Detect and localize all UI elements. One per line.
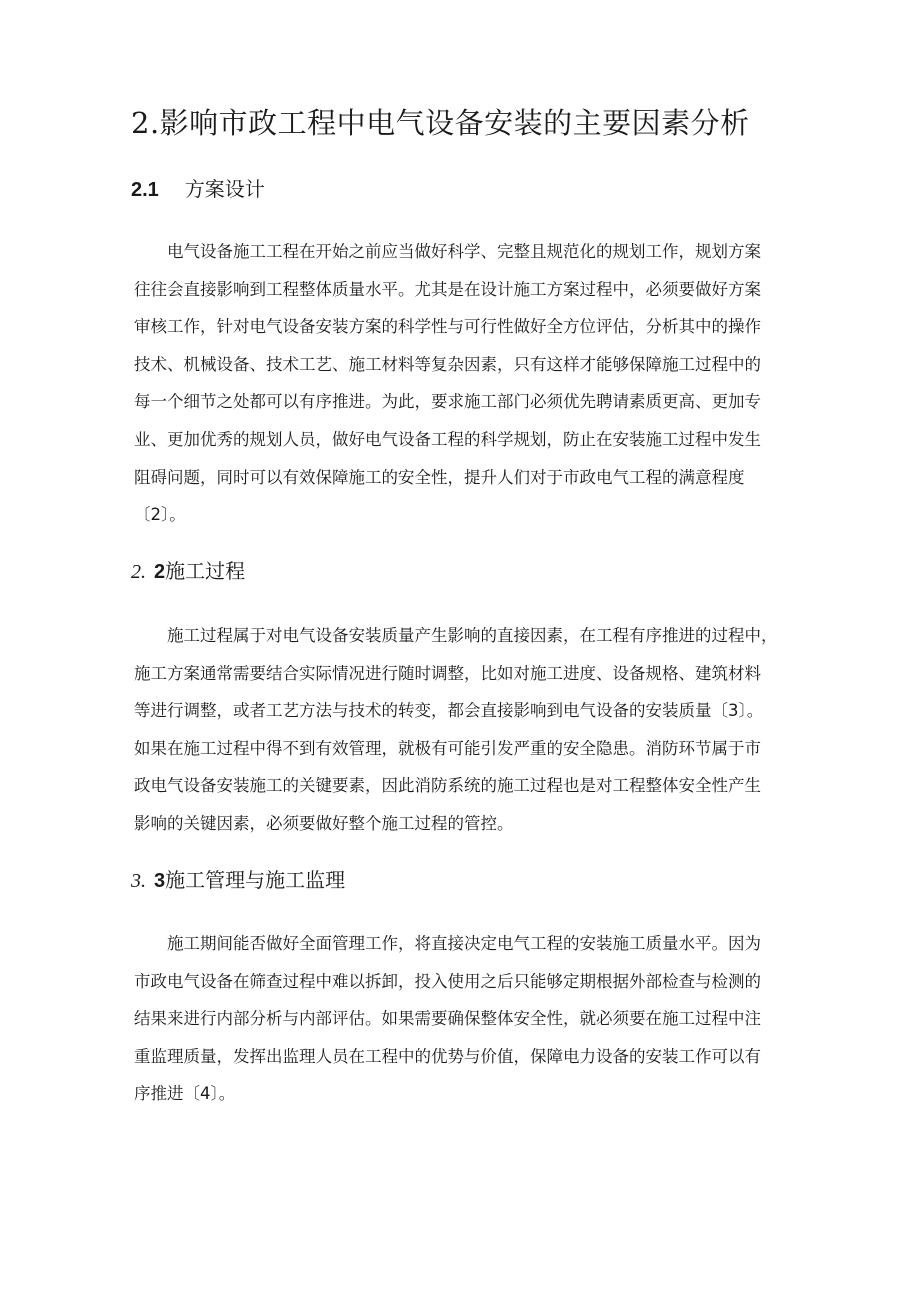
paragraph-2-1 [134,233,794,534]
paragraph-line: 电气设备施工工程在开始之前应当做好科学、完整且规范化的规划工作，规划方案 [167,242,761,261]
section-heading-2-1 [131,175,265,204]
paragraph-line: 结果来进行内部分析与内部评估。如果需要确保整体安全性，就必须要在施工过程中注 [134,1009,761,1029]
paragraph-line: 技术、机械设备、技术工艺、施工材料等复杂因素，只有这样才能够保障施工过程中的 [134,354,761,374]
paragraph-line: 等进行调整，或者工艺方法与技术的转变，都会直接影响到电气设备的安装质量〔3〕。 [134,701,764,721]
paragraph-line: 序推进〔4〕。 [134,1084,236,1104]
section-title: 方案设计 [184,177,265,201]
paragraph-line: 每一个细节之处都可以有序推进。为此，要求施工部门必须优先聘请素质更高、更加专 [134,392,761,412]
section-heading-3-3 [131,866,345,895]
paragraph-line: 重监理质量，发挥出监理人员在工程中的优势与价值，保障电力设备的安装工作可以有 [134,1046,761,1066]
paragraph-line: 业、更加优秀的规划人员，做好电气设备工程的科学规划，防止在安装施工过程中发生 [134,429,761,449]
paragraph-2-2 [134,617,794,843]
section-number-suffix: 2 [154,561,166,583]
section-heading-2-2 [131,557,245,586]
paragraph-line: 施工过程属于对电气设备安装质量产生影响的直接因素，在工程有序推进的过程中， [167,626,778,645]
paragraph-line: 施工期间能否做好全面管理工作，将直接决定电气工程的安装施工质量水平。因为 [167,934,761,953]
paragraph-line: 〔2〕。 [134,505,186,525]
paragraph-line: 市政电气设备在筛查过程中难以拆卸，投入使用之后只能够定期根据外部检查与检测的 [134,971,761,991]
section-title: 施工管理与施工监理 [165,868,346,892]
section-title: 施工过程 [165,559,246,583]
section-number-prefix: 3. [131,870,146,892]
paragraph-3-3 [134,925,794,1113]
paragraph-line: 如果在施工过程中得不到有效管理，就极有可能引发严重的安全隐患。消防环节属于市 [134,738,761,758]
paragraph-line: 施工方案通常需要结合实际情况进行随时调整，比如对施工进度、设备规格、建筑材料 [134,663,761,683]
paragraph-line: 往往会直接影响到工程整体质量水平。尤其是在设计施工方案过程中，必须要做好方案 [134,279,761,299]
paragraph-line: 政电气设备安装施工的关键要素，因此消防系统的施工过程也是对工程整体安全性产生 [134,776,761,796]
paragraph-line: 阻碍问题，同时可以有效保障施工的安全性，提升人们对于市政电气工程的满意程度 [134,467,745,487]
paragraph-line: 审核工作，针对电气设备安装方案的科学性与可行性做好全方位评估，分析其中的操作 [134,317,761,337]
page-title: 2.影响市政工程中电气设备安装的主要因素分析 [131,106,750,140]
section-number: 2.1 [131,179,159,201]
section-number-prefix: 2. [131,561,146,583]
section-number-suffix: 3 [154,870,166,892]
paragraph-line: 影响的关键因素，必须要做好整个施工过程的管控。 [134,813,514,833]
